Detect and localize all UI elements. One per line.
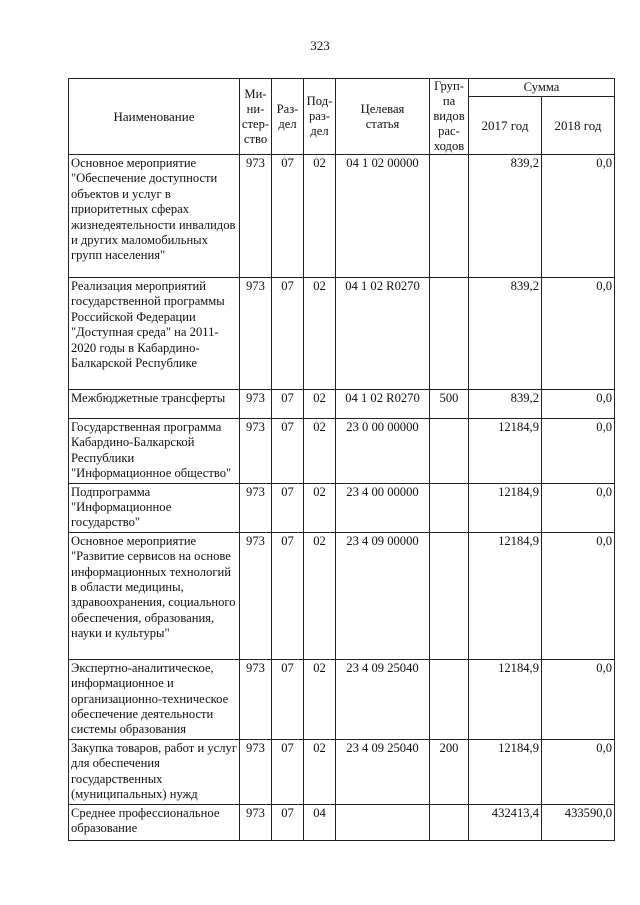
- row-group: 200: [430, 739, 469, 804]
- header-target: [336, 79, 430, 155]
- row-section: 07: [272, 739, 304, 804]
- table-row: [69, 739, 615, 804]
- table-row: [69, 390, 615, 419]
- row-sum-2017: 839,2: [469, 390, 542, 419]
- header-group-text: Груп- па видов рас- ходов: [433, 79, 465, 153]
- row-target: 04 1 02 00000: [336, 155, 430, 278]
- row-section: 07: [272, 390, 304, 419]
- row-group: [430, 278, 469, 390]
- row-name: Подпрограмма "Информационное государство": [69, 483, 240, 532]
- row-target: 04 1 02 R0270: [336, 390, 430, 419]
- header-ministry: [240, 79, 272, 155]
- row-name: Среднее профессиональное образование: [69, 804, 240, 840]
- row-name: Основное мероприятие "Обеспечение доступности объектов и услуг в приоритетных сферах жизнедеятельности инвалидов и других маломобильных групп населения": [69, 155, 240, 278]
- table-row: [69, 483, 615, 532]
- table-row: [69, 532, 615, 659]
- row-ministry: 973: [240, 390, 272, 419]
- row-name: Закупка товаров, работ и услуг для обеспечения государственных (муниципальных) нужд: [69, 739, 240, 804]
- row-sum-2018: 0,0: [542, 532, 615, 659]
- row-sum-2018: 0,0: [542, 419, 615, 484]
- row-sum-2018: 0,0: [542, 659, 615, 739]
- header-subsection-text: Под- раз- дел: [306, 94, 333, 138]
- row-group: [430, 483, 469, 532]
- header-subsection: [304, 79, 336, 155]
- row-sum-2017: 839,2: [469, 155, 542, 278]
- row-subsection: 02: [304, 659, 336, 739]
- row-sum-2017: 12184,9: [469, 483, 542, 532]
- header-name: Наименование: [69, 79, 240, 155]
- row-section: 07: [272, 155, 304, 278]
- row-target: [336, 804, 430, 840]
- row-subsection: 02: [304, 739, 336, 804]
- page-number: 323: [310, 38, 330, 53]
- row-target: 23 4 09 00000: [336, 532, 430, 659]
- row-sum-2018: 0,0: [542, 739, 615, 804]
- header-year-2017: 2017 год: [469, 97, 542, 155]
- row-sum-2017: 12184,9: [469, 419, 542, 484]
- header-ministry-text: Ми- ни- стер- ство: [241, 86, 270, 146]
- row-section: 07: [272, 419, 304, 484]
- header-section: [272, 79, 304, 155]
- row-group: [430, 155, 469, 278]
- table-row: [69, 278, 615, 390]
- row-name: Основное мероприятие "Развитие сервисов на основе информационных технологий в области медицины, здравоохранения, социального обеспечения, образования, науки и культуры": [69, 532, 240, 659]
- header-section-text: Раз- дел: [276, 101, 299, 131]
- row-sum-2017: 12184,9: [469, 739, 542, 804]
- row-name: Государственная программа Кабардино-Балкарской Республики "Информационное общество": [69, 419, 240, 484]
- row-section: 07: [272, 532, 304, 659]
- row-subsection: 02: [304, 483, 336, 532]
- row-sum-2017: 12184,9: [469, 532, 542, 659]
- row-section: 07: [272, 278, 304, 390]
- row-subsection: 04: [304, 804, 336, 840]
- row-subsection: 02: [304, 155, 336, 278]
- row-name: Реализация мероприятий государственной программы Российской Федерации "Доступная среда" на 2011-2020 годы в Кабардино-Балкарской Республике: [69, 278, 240, 390]
- row-target: 23 4 09 25040: [336, 659, 430, 739]
- row-group: [430, 419, 469, 484]
- header-group: [430, 79, 469, 155]
- table-row: [69, 804, 615, 840]
- row-subsection: 02: [304, 419, 336, 484]
- budget-table: [68, 78, 615, 841]
- table-row: [69, 659, 615, 739]
- row-sum-2017: 12184,9: [469, 659, 542, 739]
- row-target: 04 1 02 R0270: [336, 278, 430, 390]
- row-group: [430, 659, 469, 739]
- row-subsection: 02: [304, 278, 336, 390]
- row-group: 500: [430, 390, 469, 419]
- row-ministry: 973: [240, 804, 272, 840]
- row-sum-2017: 432413,4: [469, 804, 542, 840]
- row-name: Межбюджетные трансферты: [69, 390, 240, 419]
- row-ministry: 973: [240, 659, 272, 739]
- row-sum-2018: 0,0: [542, 155, 615, 278]
- row-ministry: 973: [240, 155, 272, 278]
- row-sum-2017: 839,2: [469, 278, 542, 390]
- row-name: Экспертно-аналитическое, информационное и организационно-техническое обеспечение деятельности системы образования: [69, 659, 240, 739]
- row-group: [430, 804, 469, 840]
- row-ministry: 973: [240, 532, 272, 659]
- row-target: 23 4 09 25040: [336, 739, 430, 804]
- row-ministry: 973: [240, 483, 272, 532]
- row-subsection: 02: [304, 390, 336, 419]
- row-section: 07: [272, 804, 304, 840]
- header-year-2018: 2018 год: [542, 97, 615, 155]
- row-sum-2018: 0,0: [542, 483, 615, 532]
- row-group: [430, 532, 469, 659]
- table-row: [69, 155, 615, 278]
- row-ministry: 973: [240, 278, 272, 390]
- row-ministry: 973: [240, 739, 272, 804]
- row-ministry: 973: [240, 419, 272, 484]
- header-target-text: Целевая статья: [360, 101, 405, 131]
- row-target: 23 0 00 00000: [336, 419, 430, 484]
- row-sum-2018: 433590,0: [542, 804, 615, 840]
- header-sum: Сумма: [469, 79, 615, 97]
- row-sum-2018: 0,0: [542, 390, 615, 419]
- row-subsection: 02: [304, 532, 336, 659]
- row-sum-2018: 0,0: [542, 278, 615, 390]
- row-target: 23 4 00 00000: [336, 483, 430, 532]
- row-section: 07: [272, 659, 304, 739]
- table-body: [69, 155, 615, 841]
- row-section: 07: [272, 483, 304, 532]
- table-row: [69, 419, 615, 484]
